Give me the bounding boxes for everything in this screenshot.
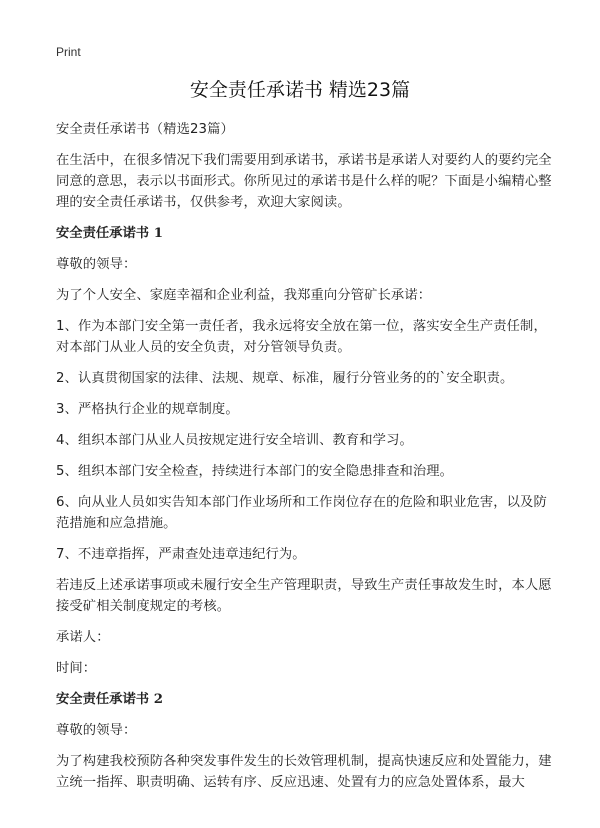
section-2-greeting: 尊敬的领导： — [56, 723, 137, 738]
pledge-item-4: 4、组织本部门从业人员按规定进行安全培训、教育和学习。 — [56, 433, 413, 448]
section-2-heading: 安全责任承诺书 2 — [56, 692, 163, 707]
pledge-item-1: 1、作为本部门安全第一责任者，我永远将安全放在第一位，落实安全生产责任制，对本部门从业人员的安全负责，对分管领导负责。 — [56, 319, 547, 355]
pledge-item-6: 6、向从业人员如实告知本部门作业场所和工作岗位存在的危险和职业危害，以及防范措施和应急措施。 — [56, 495, 547, 531]
section-1-greeting: 尊敬的领导： — [56, 257, 137, 272]
intro-paragraph: 在生活中，在很多情况下我们需要用到承诺书，承诺书是承诺人对要约人的要约完全同意的意思，表示以书面形式。你所见过的承诺书是什么样的呢？下面是小编精心整理的安全责任承诺书，仅供参考，欢迎大家阅读。 — [56, 153, 552, 210]
page-title: 安全责任承诺书 精选23篇 — [189, 79, 411, 101]
time-label: 时间： — [56, 661, 97, 676]
pledge-item-2: 2、认真贯彻国家的法律、法规、规章、标准，履行分管业务的的`安全职责。 — [56, 371, 514, 386]
print-link[interactable]: Print — [56, 45, 81, 59]
signer-label: 承诺人： — [56, 630, 110, 645]
pledge-item-3: 3、严格执行企业的规章制度。 — [56, 402, 239, 417]
section-1-closing: 若违反上述承诺事项或未履行安全生产管理职责，导致生产责任事故发生时，本人愿接受矿相关制度规定的考核。 — [56, 578, 552, 614]
section-1-lead: 为了个人安全、家庭幸福和企业利益，我郑重向分管矿长承诺： — [56, 288, 432, 303]
section-2-body: 为了构建我校预防各种突发事件发生的长效管理机制，提高快速反应和处置能力，建立统一指挥、职责明确、运转有序、反应迅速、处置有力的应急处置体系，最大 — [56, 754, 552, 790]
pledge-item-7: 7、不违章指挥，严肃查处违章违纪行为。 — [56, 547, 306, 562]
document-subtitle: 安全责任承诺书（精选23篇） — [56, 122, 234, 137]
document-body — [56, 119, 552, 803]
pledge-item-5: 5、组织本部门安全检查，持续进行本部门的安全隐患排查和治理。 — [56, 464, 454, 479]
section-1-heading: 安全责任承诺书 1 — [56, 226, 163, 241]
